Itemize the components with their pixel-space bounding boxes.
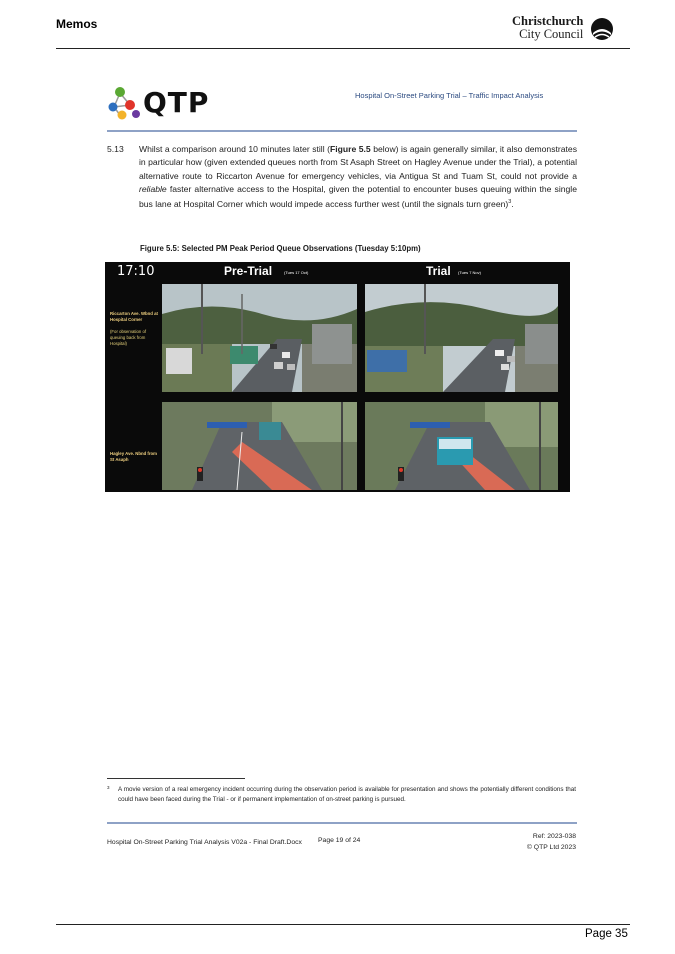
report-copyright: © QTP Ltd 2023: [526, 844, 576, 851]
council-logo-icon: [590, 17, 614, 41]
figure-time: 17:10: [117, 264, 155, 279]
memo-title: Memos: [56, 17, 98, 31]
para-text-3: faster alternative access to the Hospital, given the potential to encounter buses queuing within the single bus lane at Hospital Corner which would impede access further west (until the signals turn green): [139, 183, 577, 210]
footnote-marker: 3: [508, 199, 512, 206]
figure-pre-trial-label: Pre-Trial: [224, 264, 273, 278]
figure-pre-trial-date: (Tues 17 Oct): [284, 270, 309, 275]
report-footer-rule: [107, 822, 577, 824]
side-label-riccarton-sub: (For observation of queuing back from Hospital): [110, 329, 147, 346]
figure-side-label-hagley: Hagley Ave. Nbnd from St Asaph: [110, 451, 157, 462]
council-name-line1: Christchurch: [512, 14, 584, 28]
figure-panel: [105, 262, 570, 492]
header-rule: [56, 48, 630, 49]
report-footer-page: Page 19 of 24: [318, 837, 361, 844]
para-text-1: Whilst a comparison around 10 minutes later still (: [139, 144, 330, 154]
report-footer-filename: Hospital On-Street Parking Trial Analysis V02a - Final Draft.Docx: [107, 839, 302, 846]
figure-caption: Figure 5.5: Selected PM Peak Period Queue Observations (Tuesday 5:10pm): [140, 244, 421, 253]
figure-side-label-riccarton: [110, 311, 162, 347]
page-number: Page 35: [585, 928, 628, 940]
photo-trial-hagley: [365, 402, 558, 490]
footnote-text: A movie version of a real emergency incident occurring during the observation period is available for presentation and shows the potentially different conditions that could have been faced during the Trial - or if permanent implementation of on-street parking is pursued.: [118, 786, 576, 803]
photo-pre-trial-hagley: [162, 402, 357, 490]
footnote-rule: [107, 778, 245, 779]
side-label-riccarton-title: Riccarton Ave. Wbnd at Hospital Corner: [110, 311, 158, 322]
footnote-number: 3: [107, 785, 110, 790]
figure-reference: Figure 5.5: [330, 144, 371, 154]
para-italic: reliable: [139, 183, 167, 194]
para-text-2: below) is again generally similar, it also demonstrates in particular how (given extended queues north from St Asaph Street on Hagley Avenue under the Trial), a potential alternative route to Riccarton Avenue for emergency vehicles, via Antigua St and Tuam St, could not provide a: [139, 144, 578, 181]
report-footer-ref: [496, 831, 576, 853]
photo-trial-riccarton: [365, 284, 558, 392]
photo-pre-trial-riccarton: [162, 284, 357, 392]
section-paragraph: [139, 143, 577, 211]
section-number: 5.13: [107, 144, 124, 154]
report-header: Hospital On-Street Parking Trial – Traffic Impact Analysis: [355, 91, 544, 100]
council-name-line2: City Council: [519, 27, 584, 41]
qtp-logo-text: QTP: [143, 86, 210, 119]
figure-trial-label: Trial: [426, 264, 451, 278]
report-ref: Ref: 2023-038: [532, 833, 576, 840]
footer-rule: [56, 924, 630, 925]
report-header-rule: [107, 130, 577, 132]
figure-trial-date: (Tues 7 Nov): [458, 270, 481, 275]
para-end: .: [511, 199, 514, 210]
council-wordmark: [512, 15, 583, 41]
